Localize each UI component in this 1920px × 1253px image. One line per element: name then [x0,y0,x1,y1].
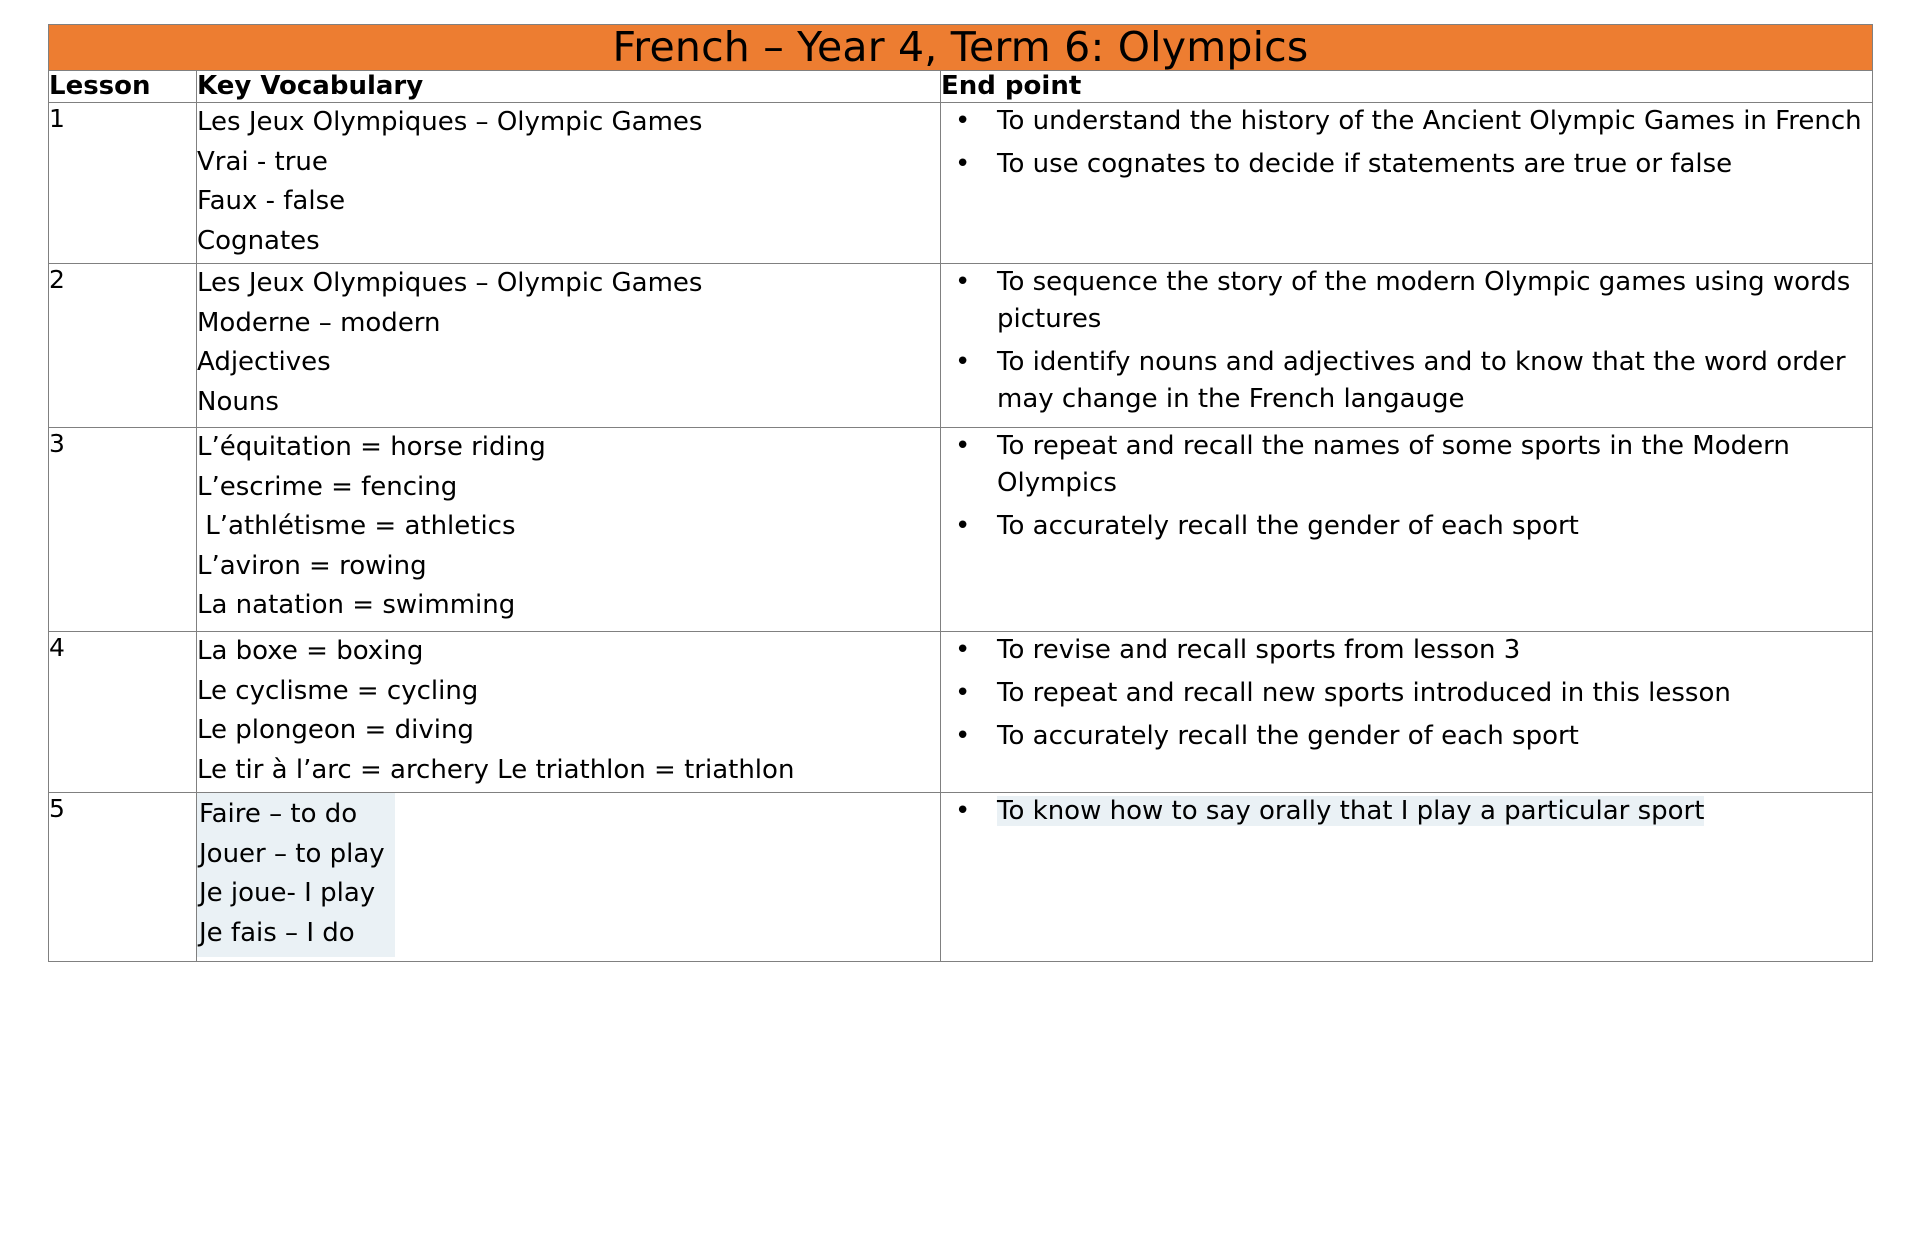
vocabulary-line: La boxe = boxing [197,636,424,667]
column-header-vocabulary: Key Vocabulary [197,71,941,103]
vocabulary-line: L’équitation = horse riding [197,432,546,463]
vocabulary-line: L’escrime = fencing [197,471,458,502]
end-point-list [941,428,1872,545]
end-point-list [941,264,1872,418]
end-point-item [941,793,1872,830]
end-point-text: To revise and recall sports from lesson 3 [997,635,1521,666]
vocabulary-line: Moderne – modern [197,307,441,338]
end-point-item [941,675,1872,712]
bullet-icon: • [955,267,971,298]
key-vocabulary-cell [197,103,941,264]
vocabulary-line: Faire – to do [199,799,358,830]
end-point-text: To identify nouns and adjectives and to know that the word order may change in the French langauge [997,347,1846,414]
end-point-item [941,632,1872,669]
lesson-number-cell: 3 [49,428,197,632]
vocabulary-line: L’aviron = rowing [197,550,427,581]
end-point-item [941,718,1872,755]
vocabulary-list [197,793,395,957]
end-point-cell [941,264,1873,428]
end-point-item [941,508,1872,545]
vocabulary-line: Les Jeux Olympiques – Olympic Games [197,268,703,299]
column-header-lesson: Lesson [49,71,197,103]
key-vocabulary-cell [197,632,941,793]
end-point-text: To accurately recall the gender of each sport [997,721,1579,752]
bullet-icon: • [955,106,971,137]
table-row [49,793,1873,962]
lesson-number-cell: 5 [49,793,197,962]
vocabulary-list [197,428,940,626]
vocabulary-line: Cognates [197,225,320,256]
vocabulary-list [197,103,940,261]
key-vocabulary-cell [197,793,941,962]
end-point-cell [941,793,1873,962]
vocabulary-line: Faux - false [197,186,346,217]
key-vocabulary-cell [197,428,941,632]
bullet-icon: • [955,347,971,378]
vocabulary-line: Le plongeon = diving [197,715,474,746]
bullet-icon: • [955,149,971,180]
end-point-text: To know how to say orally that I play a particular sport [997,796,1705,827]
bullet-icon: • [955,431,971,462]
table-row [49,632,1873,793]
vocabulary-line: Vrai - true [197,146,328,177]
vocabulary-line: La natation = swimming [197,590,516,621]
vocabulary-line: Le cyclisme = cycling [197,675,479,706]
end-point-cell [941,428,1873,632]
key-vocabulary-cell [197,264,941,428]
table-row [49,428,1873,632]
end-point-text: To use cognates to decide if statements are true or false [997,149,1733,180]
vocabulary-line: Le tir à l’arc = archery Le triathlon = triathlon [197,754,795,785]
end-point-text: To repeat and recall new sports introduced in this lesson [997,678,1731,709]
bullet-icon: • [955,635,971,666]
vocabulary-line: Nouns [197,386,279,417]
end-point-list [941,103,1872,183]
table-body [49,25,1873,103]
bullet-icon: • [955,678,971,709]
end-point-item [941,146,1872,183]
vocabulary-line: Les Jeux Olympiques – Olympic Games [197,107,703,138]
bullet-icon: • [955,796,971,827]
title-row [49,25,1873,71]
vocabulary-list [197,264,940,422]
lesson-number-cell: 4 [49,632,197,793]
vocabulary-line: Je joue- I play [199,878,376,909]
end-point-text: To sequence the story of the modern Olympic games using words pictures [997,267,1851,335]
bullet-icon: • [955,511,971,542]
vocabulary-list [197,632,940,790]
document-title-banner [49,25,1873,71]
end-point-item [941,428,1872,502]
end-point-text: To understand the history of the Ancient Olympic Games in French [997,106,1862,137]
vocabulary-line: Jouer – to play [199,838,385,869]
table-row [49,103,1873,264]
vocabulary-line: L’athlétisme = athletics [197,511,516,542]
end-point-item [941,264,1872,338]
end-point-text: To accurately recall the gender of each sport [997,511,1579,542]
vocabulary-line: Adjectives [197,347,331,378]
vocabulary-line: Je fais – I do [199,917,355,948]
end-point-text: To repeat and recall the names of some sports in the Modern Olympics [997,431,1790,499]
column-header-endpoint: End point [941,71,1873,103]
end-point-cell [941,632,1873,793]
end-point-item [941,344,1872,418]
end-point-cell [941,103,1873,264]
lesson-rows [49,103,1873,962]
curriculum-table [48,24,1873,962]
bullet-icon: • [955,721,971,752]
table-row [49,264,1873,428]
page-title: French – Year 4, Term 6: Olympics [612,23,1309,71]
end-point-list [941,632,1872,755]
end-point-item [941,103,1872,140]
end-point-list [941,793,1872,830]
lesson-number-cell: 2 [49,264,197,428]
table-header-row [49,71,1873,103]
lesson-number-cell: 1 [49,103,197,264]
